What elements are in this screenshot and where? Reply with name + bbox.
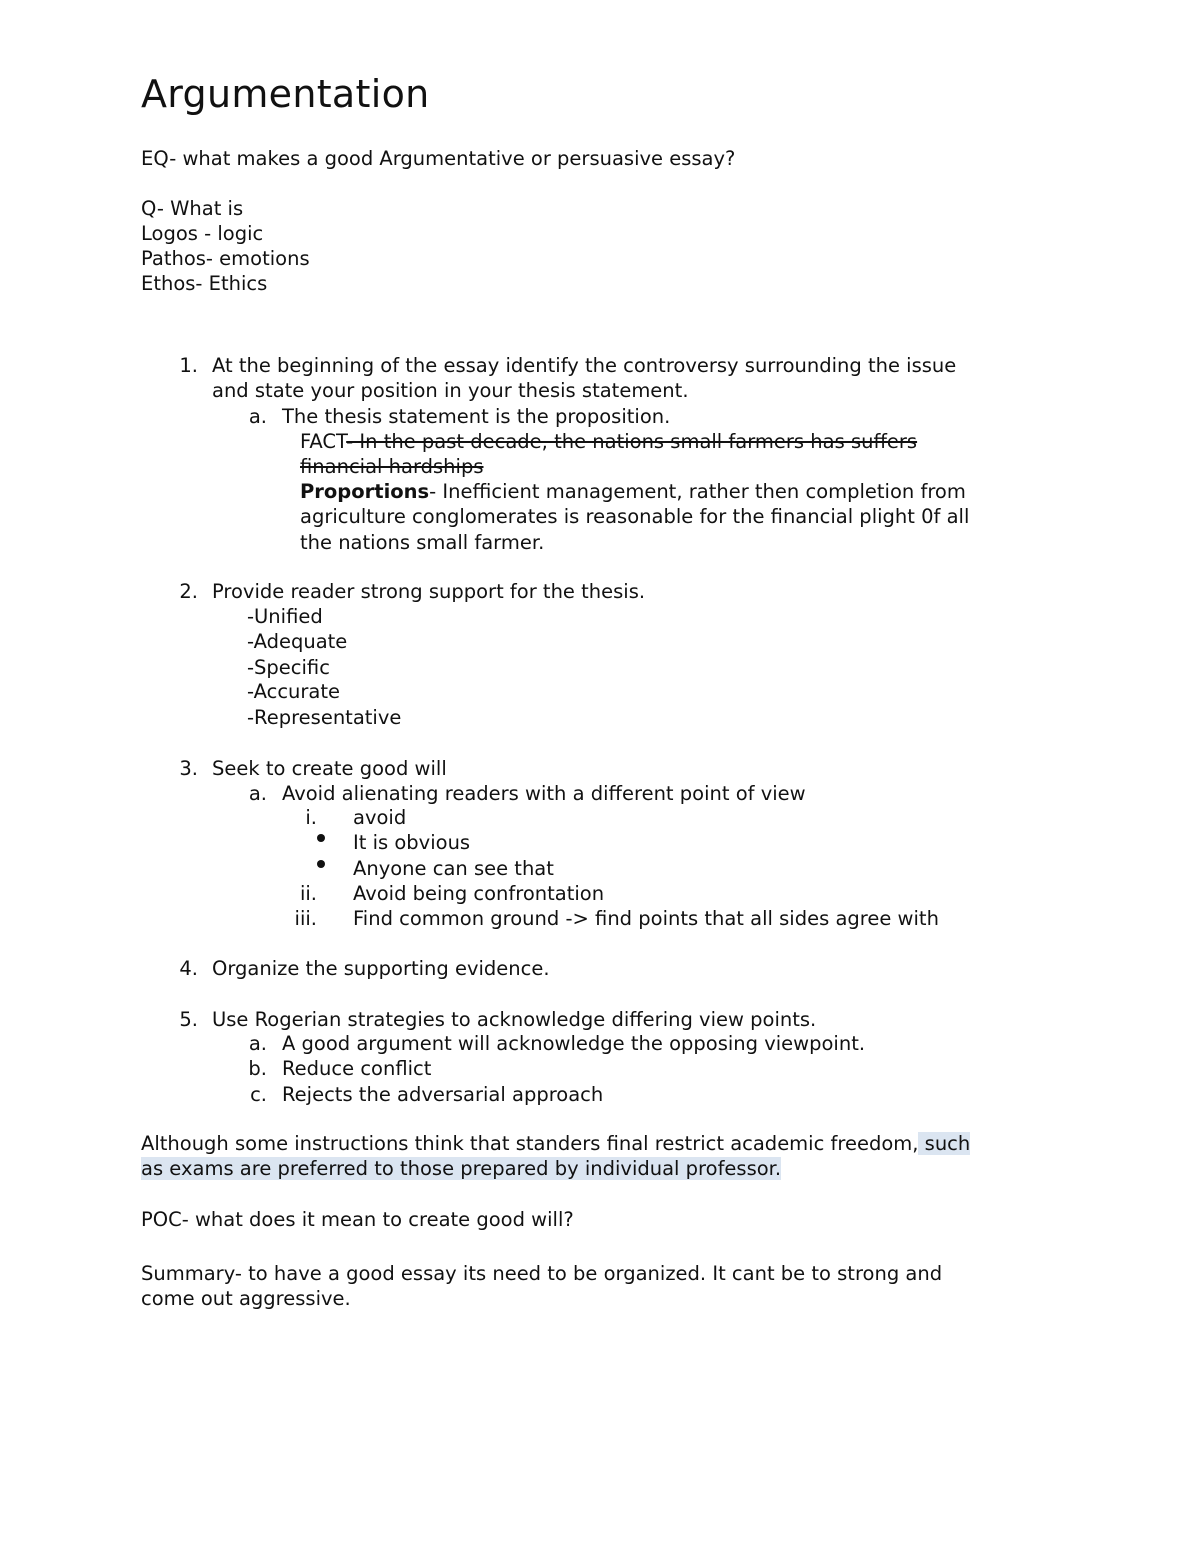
bullet-icon	[317, 834, 325, 842]
fact-strikethrough-text: financial hardships	[300, 455, 484, 478]
support-quality: -Unified	[247, 605, 323, 628]
list-item-text: and state your position in your thesis statement.	[212, 379, 689, 402]
fact-label: FACT	[300, 430, 347, 453]
list-item-text: Provide reader strong support for the thesis.	[212, 580, 646, 603]
sublist-item-text: A good argument will acknowledge the opposing viewpoint.	[282, 1032, 866, 1055]
q-line: Pathos- emotions	[141, 247, 310, 270]
list-item-text: Organize the supporting evidence.	[212, 957, 550, 980]
support-quality: -Accurate	[247, 680, 341, 703]
fact-strikethrough-text: - In the past decade, the nations small farmers has suffers	[346, 430, 918, 453]
proportions-text: the nations small farmer.	[300, 531, 545, 554]
proportions-line	[300, 479, 966, 505]
proportions-text: - Inefficient management, rather then completion from	[429, 480, 966, 503]
list-letter: c.	[250, 1083, 267, 1106]
q-line: Logos - logic	[141, 222, 264, 245]
roman-numeral: i.	[305, 806, 317, 829]
poc-line: POC- what does it mean to create good will?	[141, 1208, 574, 1231]
bullet-icon	[317, 860, 325, 868]
sublist-item-text: Rejects the adversarial approach	[282, 1083, 604, 1106]
sublist-item-text: The thesis statement is the proposition.	[282, 405, 671, 428]
sublist-item-text: Reduce conflict	[282, 1057, 432, 1080]
paragraph-line	[141, 1131, 970, 1157]
support-quality: -Adequate	[247, 630, 348, 653]
list-number: 5.	[179, 1008, 198, 1031]
paragraph-text: Although some instructions think that standers final restrict academic freedom,	[141, 1132, 919, 1155]
q-line: Ethos- Ethics	[141, 272, 268, 295]
list-number: 2.	[179, 580, 198, 603]
list-item-text: Use Rogerian strategies to acknowledge differing view points.	[212, 1008, 817, 1031]
list-number: 3.	[179, 757, 198, 780]
list-item-text: Seek to create good will	[212, 757, 447, 780]
roman-item-text: avoid	[353, 806, 407, 829]
q-line: Q- What is	[141, 197, 244, 220]
list-number: 1.	[179, 354, 198, 377]
list-letter: a.	[248, 405, 267, 428]
roman-item-text: Find common ground -> find points that all sides agree with	[353, 907, 939, 930]
roman-numeral: ii.	[299, 882, 317, 905]
bullet-item-text: It is obvious	[353, 831, 471, 854]
roman-numeral: iii.	[294, 907, 317, 930]
sublist-item-text: Avoid alienating readers with a different point of view	[282, 782, 806, 805]
support-quality: -Representative	[247, 706, 402, 729]
roman-item-text: Avoid being confrontation	[353, 882, 605, 905]
list-item-text: At the beginning of the essay identify the controversy surrounding the issue	[212, 354, 957, 377]
highlighted-text: as exams are preferred to those prepared by individual professor.	[141, 1157, 782, 1180]
highlighted-text: such	[918, 1132, 971, 1155]
document-title: Argumentation	[141, 72, 430, 116]
list-letter: a.	[248, 782, 267, 805]
list-number: 4.	[179, 957, 198, 980]
paragraph-line	[141, 1156, 781, 1182]
list-letter: b.	[248, 1057, 267, 1080]
summary-line: come out aggressive.	[141, 1287, 351, 1310]
fact-line	[300, 429, 917, 455]
proportions-label: Proportions	[300, 480, 430, 503]
proportions-text: agriculture conglomerates is reasonable for the financial plight 0f all	[300, 505, 970, 528]
essential-question: EQ- what makes a good Argumentative or persuasive essay?	[141, 147, 736, 170]
summary-line: Summary- to have a good essay its need to be organized. It cant be to strong and	[141, 1262, 943, 1285]
support-quality: -Specific	[247, 656, 330, 679]
list-letter: a.	[248, 1032, 267, 1055]
bullet-item-text: Anyone can see that	[353, 857, 554, 880]
